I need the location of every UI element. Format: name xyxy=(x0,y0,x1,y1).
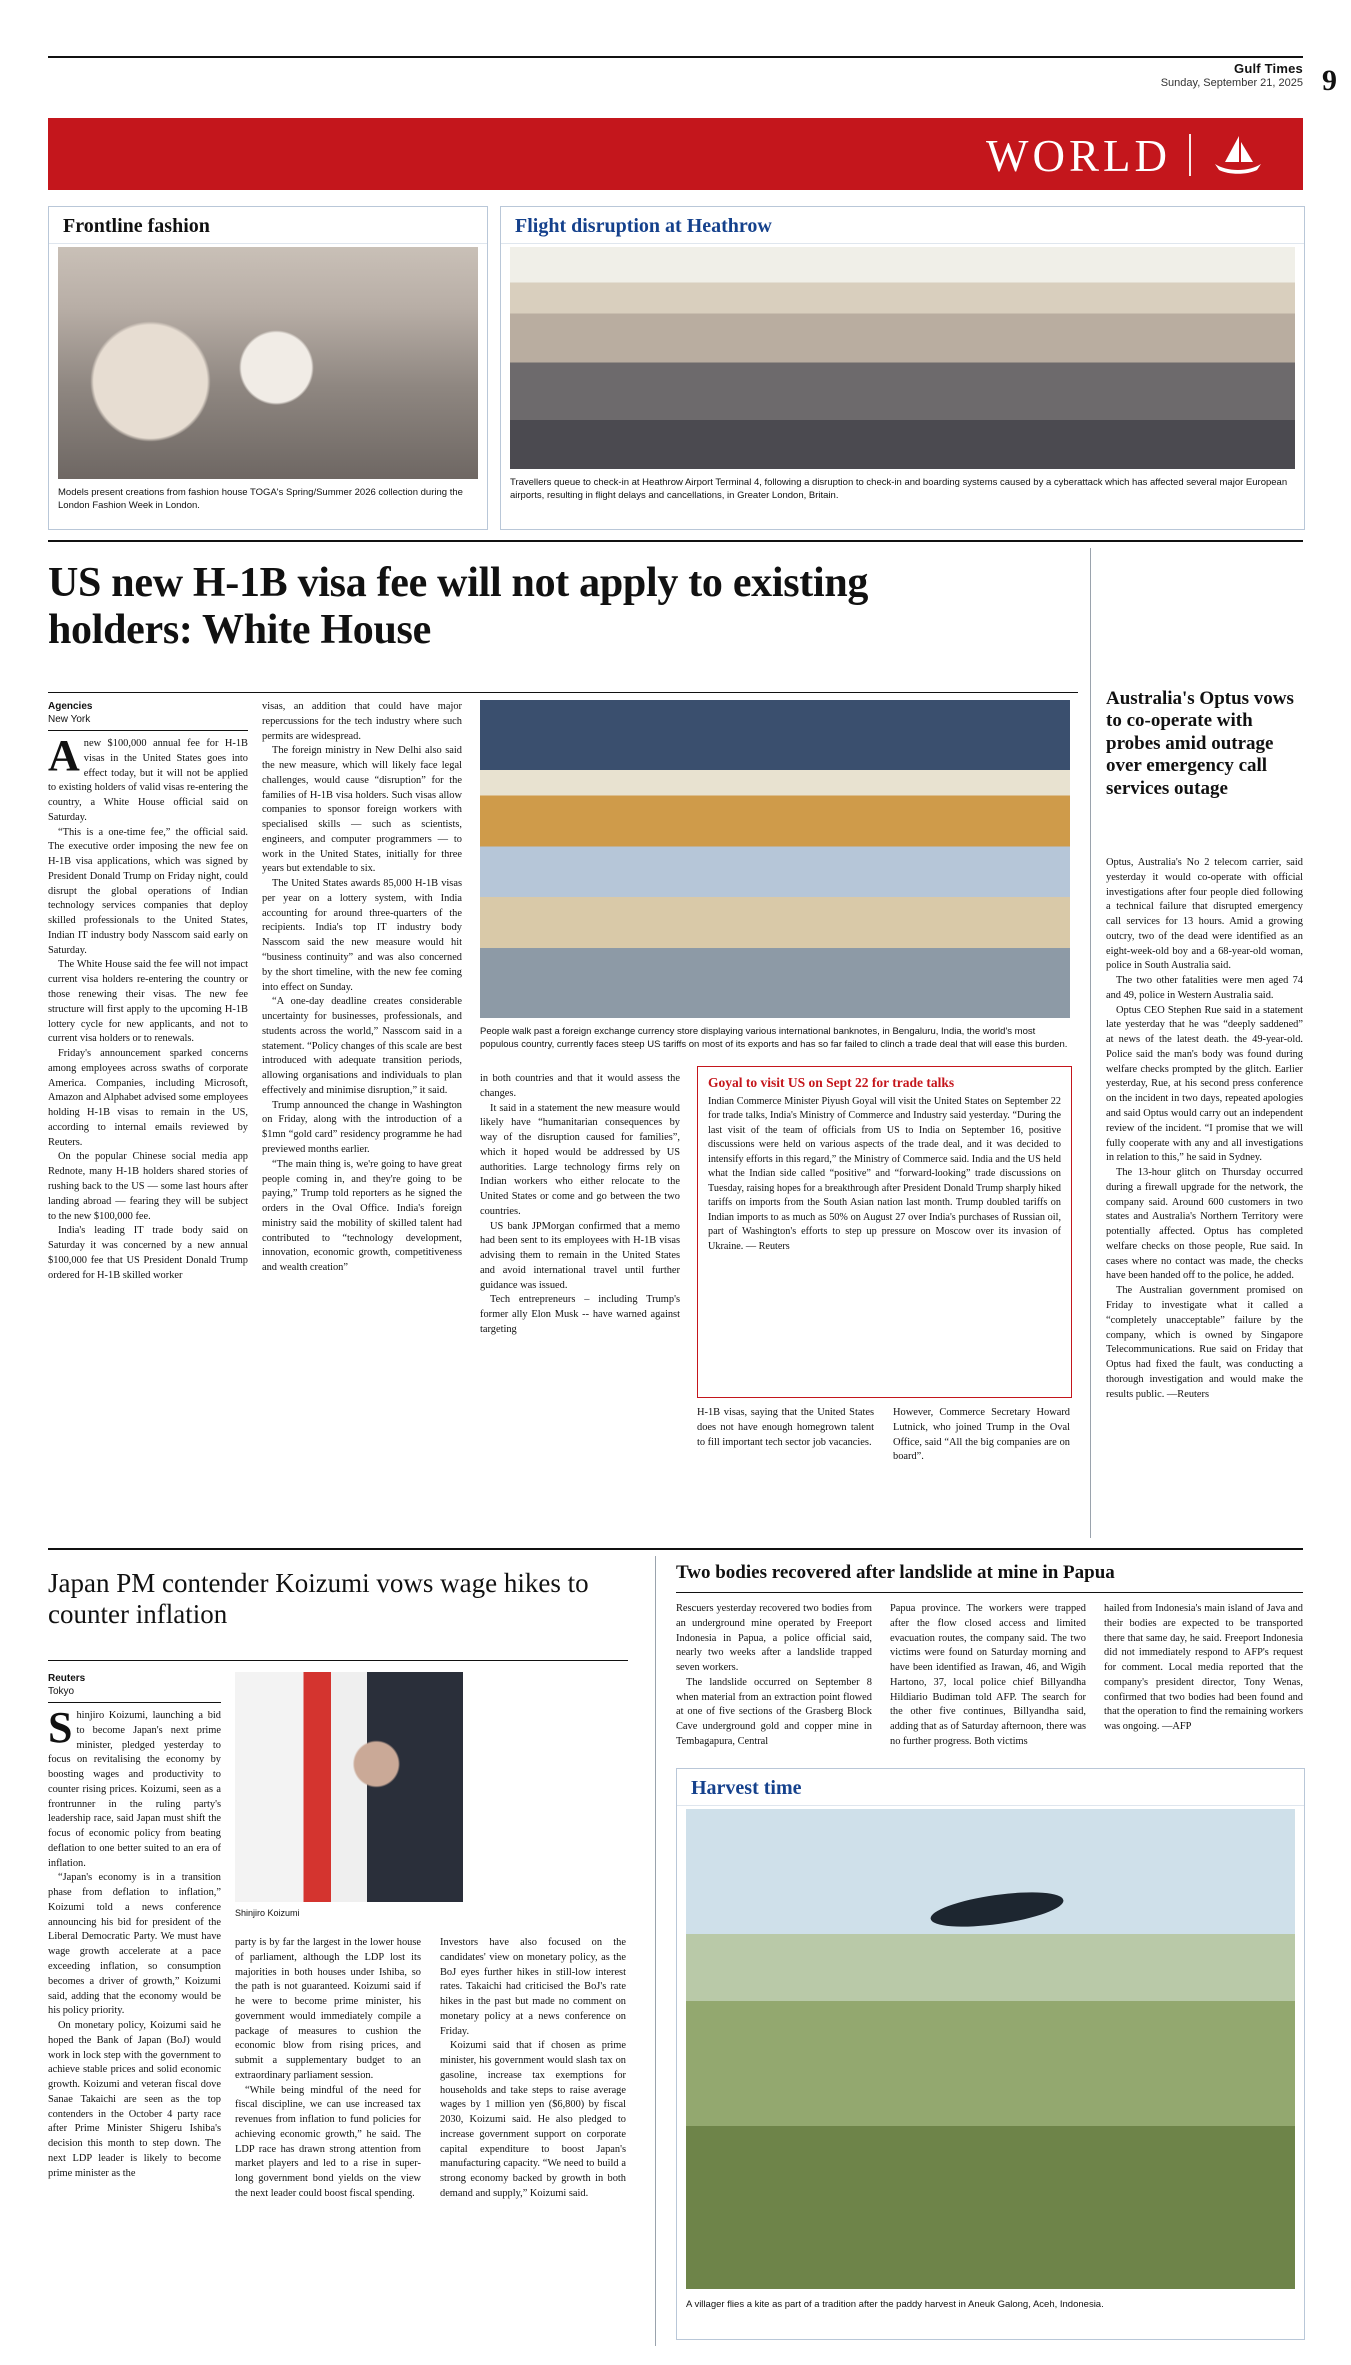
photo-box-title: Flight disruption at Heathrow xyxy=(515,215,772,237)
page-number: 9 xyxy=(1322,64,1337,97)
photo-caption: A villager flies a kite as part of a tradition after the paddy harvest in Aneuk Galong, Aceh, Indonesia. xyxy=(686,2299,1104,2310)
paragraph: The United States awards 85,000 H-1B visas per year on a lottery system, with India accounting for around three-quarters of the recipients. India's top IT industry body Nasscom said the new measure would hit “business continuity” and was also concerned by the short timeline, with the new fee coming into effect on Sunday. xyxy=(262,878,462,993)
paragraph: in both countries and that it would assess the changes. xyxy=(480,1073,680,1099)
lead-photo-caption: People walk past a foreign exchange currency store displaying various international banknotes, in Bengaluru, India, the world's most populous country, currently faces steep US tariffs on most of its exports and has so far failed to clinch a trade deal that will ease this burden. xyxy=(480,1026,1068,1050)
harvest-photo-box xyxy=(676,1768,1305,2340)
byline-city: Tokyo xyxy=(48,1686,75,1697)
dhow-logo-icon xyxy=(1205,132,1269,176)
paragraph xyxy=(48,731,248,826)
goyal-sidebar-box xyxy=(697,1066,1072,1398)
lead-bottom-column-2 xyxy=(893,1406,1070,1465)
paragraph: On the popular Chinese social media app Rednote, many H-1B holders shared stories of rushing back to the US — some last hours after landing abroad — fearing they will be subject to the new $100,000 fee. xyxy=(48,1151,248,1222)
paper-name: Gulf Times xyxy=(1234,61,1303,76)
lead-column-2 xyxy=(262,700,462,1276)
papua-column-2 xyxy=(890,1602,1086,1750)
byline-agency: Agencies xyxy=(48,701,93,712)
paragraph: Optus CEO Stephen Rue said in a statement late yesterday that he was “deeply saddened” at news of the latest death. the 49-year-old. Police said the man's body was found during welfare checks prompted by the glitch. Earlier yesterday, Rue, at his second press conference on the incident in two days, repeated apologies and said Optus would carry out an independent review of the incident. “I promise that we will fully cooperate with any and all investigations in relation to this,” he said in Sydney. xyxy=(1106,1004,1303,1164)
top-photo-box-heathrow xyxy=(500,206,1305,530)
drop-cap: A xyxy=(48,731,80,780)
column-divider xyxy=(1090,548,1091,1538)
paragraph: visas, an addition that could have major repercussions for the tech industry where such permits are widespread. xyxy=(262,701,462,742)
headline-rule xyxy=(48,1660,628,1661)
paragraph: On monetary policy, Koizumi said he hoped the Bank of Japan (BoJ) would work in lock step with the government to achieve stable prices and solid economic growth. Koizumi and veteran fiscal dove Sanae Takaichi are seen as the top contenders in the October 4 party race after Prime Minister Shigeru Ishiba's decision this month to step down. The next LDP leader is likely to become prime minister as the xyxy=(48,2020,221,2179)
koizumi-headline: Japan PM contender Koizumi vows wage hikes to counter inflation xyxy=(48,1568,589,1630)
photo-box-title: Frontline fashion xyxy=(63,215,210,237)
paragraph: India's leading IT trade body said on Saturday it was concerned by a new annual $100,000 fee that US President Donald Trump ordered for H-1B skilled worker xyxy=(48,1225,248,1281)
paragraph: Trump announced the change in Washington on Friday, along with the introduction of a $1mn “gold card” residency programme he had previewed months earlier. xyxy=(262,1099,462,1155)
koizumi-portrait-photo xyxy=(235,1672,463,1902)
paragraph-text: hinjiro Koizumi, launching a bid to become Japan's next prime minister, pledged yesterday to focus on revitalising the economy by boosting wages and productivity to counter rising prices. Koizumi, seen as a frontrunner in the ruling party's leadership race, said Japan must shift the focus of economic policy from beating deflation to one better suited to an era of inflation. xyxy=(48,1710,221,1869)
paragraph: The 13-hour glitch on Thursday occurred during a firewall upgrade for the network, the company said. Around 600 customers in two states and Australia's Northern Territory were potentially affected. Optus has completed welfare checks on those people, Rue said. In cases where no contact was made, the checks have been handed off to the police, he added. xyxy=(1106,1167,1303,1282)
paragraph: “While being mindful of the need for fiscal discipline, we can use increased tax revenues from inflation to fund policies for achieving economic growth,” he said. The LDP race has drawn strong attention from market players and led to a rise in super-long government bond yields on the view the next leader could boost fiscal spending. xyxy=(235,2084,421,2200)
top-photo-box-fashion xyxy=(48,206,488,530)
paragraph: party is by far the largest in the lower house of parliament, although the LDP lost its majorities in both houses under Ishiba, so the path is not guaranteed. Koizumi said if he were to become prime minister, his government would immediately compile a package of measures to cushion the economic blow from rising prices, and submit a supplementary budget to an extraordinary parliament session. xyxy=(235,1937,421,2081)
photo-box-header xyxy=(49,207,487,244)
byline xyxy=(48,700,248,726)
issue-date: Sunday, September 21, 2025 xyxy=(1160,76,1303,89)
byline xyxy=(48,1672,221,1698)
paragraph: The White House said the fee will not impact current visa holders re-entering the country or those renewing their visas. The new fee structure will first apply to the upcoming H-1B lottery cycle for new applicants, and not to current visa holders or to renewals. xyxy=(48,959,248,1045)
paragraph: However, Commerce Secretary Howard Lutnick, who joined Trump in the Oval Office, said “All the big companies are on board”. xyxy=(893,1407,1070,1463)
paragraph: The landslide occurred on September 8 when material from an extraction point flowed at one of five sections of the Grasberg Block Cave underground gold and copper mine in Tembagapura, Central xyxy=(676,1676,872,1747)
papua-column-1 xyxy=(676,1602,872,1750)
lead-headline: US new H-1B visa fee will not apply to existing holders: White House xyxy=(48,560,869,654)
paragraph: Friday's announcement sparked concerns among employees across swaths of corporate America. Companies, including Microsoft, Amazon and Alphabet advised some employees holding H-1B visas to remain in the US, according to internal emails reviewed by Reuters. xyxy=(48,1048,248,1148)
paragraph: H-1B visas, saying that the United States does not have enough homegrown talent to fill important tech sector job vacancies. xyxy=(697,1407,874,1448)
paragraph: Papua province. The workers were trapped after the flow closed access and limited evacuation routes, the company said. The two victims were found on Saturday morning and have been identified as Irawan, 46, and Wigih Hartono, 37, local police chief Billyandha Hildiario Budiman told AFP. The search for the other five continues, Billyandha said, adding that as of Saturday afternoon, there was no further progress. Both victims xyxy=(890,1603,1086,1747)
paragraph: “A one-day deadline creates considerable uncertainty for businesses, professionals, and students across the world,” Nasscom said in a statement. “Policy changes of this scale are best introduced with adequate transition periods, allowing organisations and individuals to plan effectively and minimise disruption,” it said. xyxy=(262,996,462,1096)
paragraph: The foreign ministry in New Delhi also said the new measure, which will likely face legal challenges, would cause “disruption” for the families of H-1B visa holders. Such visas allow companies to sponsor foreign workers with specialised skills — such as scientists, engineers, and computer programmers — to work in the United States, initially for three years but extendable to six. xyxy=(262,745,462,875)
headline-rule xyxy=(48,692,1078,693)
byline-rule xyxy=(48,730,248,731)
paragraph: The two other fatalities were men aged 74 and 49, police in Western Australia said. xyxy=(1106,975,1303,1001)
photo-caption: Travellers queue to check-in at Heathrow Airport Terminal 4, following a disruption to check-in and boarding systems caused by a cyberattack which has affected several major European airports, resulting in flight delays and cancellations, in Greater London, Britain. xyxy=(510,477,1288,501)
paragraph: “The main thing is, we're going to have great people coming in, and they're going to be paying,” Trump told reporters as he signed the orders in the Oval Office. India's foreign ministry said the mobility of skilled talent had contributed to “technology development, innovation, economic growth, competitiveness and wealth creation” xyxy=(262,1158,462,1274)
paragraph: Koizumi said that if chosen as prime minister, his government would slash tax on gasoline, increase tax exemptions for households and take steps to raise average wages by 1 million yen ($6,800) by fiscal 2030, Koizumi said. He also pledged to increase government support on corporate capital expenditure to boost Japan's manufacturing capacity. “We need to build a strong economy backed by growth in both demand and supply,” Koizumi said. xyxy=(440,2040,626,2200)
paragraph: Rescuers yesterday recovered two bodies from an underground mine operated by Freeport Indonesia in Papua, a police official said, nearly two weeks after a landslide trapped seven workers. xyxy=(676,1603,872,1674)
headline-rule xyxy=(676,1592,1303,1593)
sidebar-text: Indian Commerce Minister Piyush Goyal will visit the United States on September 22 for trade talks, India's Ministry of Commerce and Industry said yesterday. “During the last visit of the team of officials from US to India on September 16, positive discussions were held on various aspects of the trade deal, and it was decided to intensify efforts in this regard,” the Ministry of Commerce said. India and the US held what the Indian side called “positive” and “forward-looking” trade discussions on Tuesday, raising hopes for a breakthrough after President Donald Trump sharply hiked tariffs on imports from the South Asian nation last month. Trump doubled tariffs on Indian imports to as much as 50% on August 27 over India's purchases of Russian oil, part of Washington's efforts to step up pressure on Moscow over its invasion of Ukraine. — Reuters xyxy=(708,1096,1061,1252)
photo-box-title: Harvest time xyxy=(691,1777,802,1799)
papua-column-3 xyxy=(1104,1602,1303,1735)
paragraph: Tech entrepreneurs – including Trump's former ally Elon Musk -- have warned against targeting xyxy=(480,1294,680,1336)
kite-flyer-photo xyxy=(686,1809,1295,2289)
paragraph: hailed from Indonesia's main island of Java and their bodies are expected to be transported there that same day, he said. Freeport Indonesia did not immediately respond to AFP's request for comment. Local media reported that the company's president director, Tony Wenas, confirmed that two bodies had been found and that the operation to find the remaining workers was ongoing. —AFP xyxy=(1104,1603,1303,1733)
byline-agency: Reuters xyxy=(48,1673,86,1684)
banner-divider xyxy=(1189,134,1191,176)
papua-headline: Two bodies recovered after landslide at mine in Papua xyxy=(676,1562,1115,1583)
fashion-runway-photo xyxy=(58,247,478,479)
paragraph: “Japan's economy is in a transition phase from deflation to inflation,” Koizumi told a news conference announcing his bid for president of the Liberal Democratic Party. We must have wage growth accelerate at a pace exceeding inflation, so consumption becomes a driver of growth,” Koizumi said, adding that the economy would be his policy priority. xyxy=(48,1872,221,2017)
paragraph: “This is a one-time fee,” the official said. The executive order imposing the new fee on H-1B visa applications, which was signed by President Donald Trump on Friday night, could disrupt the global operations of Indian technology services companies that deploy skilled professionals to the United States, Indian IT industry body Nasscom said early on Saturday. xyxy=(48,826,248,956)
paragraph: It said in a statement the new measure would likely have “humanitarian consequences by way of the disruption caused for families”, which it hoped would be addressed by US authorities. Large technology firms rely on Indian workers who either relocate to the United States or come and go between the two countries. xyxy=(480,1102,680,1217)
photo-caption: Models present creations from fashion house TOGA's Spring/Summer 2026 collection during the London Fashion Week in London. xyxy=(58,487,463,511)
horizontal-rule xyxy=(48,1548,1303,1550)
byline-city: New York xyxy=(48,714,91,725)
koizumi-column-1 xyxy=(48,1672,221,2182)
optus-headline: Australia's Optus vows to co-operate with probes amid outrage over emergency call services outage xyxy=(1106,688,1294,799)
section-title: WORLD xyxy=(986,131,1171,181)
paragraph-text: new $100,000 annual fee for H-1B visas in the United States goes into effect today, but it will not be applied to existing holders of valid visas re-entering the country, a White House official said on Saturday. xyxy=(48,738,248,823)
masthead-rule xyxy=(48,56,1303,58)
column-divider xyxy=(655,1556,656,2346)
photo-box-header xyxy=(501,207,1304,244)
section-banner xyxy=(48,118,1303,190)
paragraph: US bank JPMorgan confirmed that a memo had been sent to its employees with H-1B visas advising them to remain in the United States and avoid international travel until further guidance was issued. xyxy=(480,1220,680,1291)
sidebar-title: Goyal to visit US on Sept 22 for trade talks xyxy=(708,1075,955,1090)
currency-exchange-photo xyxy=(480,700,1070,1018)
photo-box-header xyxy=(677,1769,1304,1806)
optus-column xyxy=(1106,856,1303,1402)
drop-cap: S xyxy=(48,1703,73,1752)
paragraph: Optus, Australia's No 2 telecom carrier, said yesterday it would co-operate with official investigations after four people died following a technical failure that disrupted emergency call services for 13 hours. Amid a growing outcry, two of the dead were identified as an eight-week-old boy and a 68-year-old woman, police in South Australia said. xyxy=(1106,857,1303,972)
masthead xyxy=(48,56,1337,104)
lead-bottom-column-1 xyxy=(697,1406,874,1450)
lead-column-1 xyxy=(48,700,248,1283)
paragraph xyxy=(48,1703,221,1871)
paragraph: The Australian government promised on Friday to investigate what it called a “completely unacceptable” failure by the company, which is owned by Singapore Telecommunications. Rue said on Friday that Optus had fixed the fault, was conducting a thorough investigation and would make the results public. —Reuters xyxy=(1106,1285,1303,1400)
koizumi-column-2 xyxy=(235,1936,421,2202)
masthead-info xyxy=(1160,61,1337,97)
heathrow-queue-photo xyxy=(510,247,1295,469)
paragraph: Investors have also focused on the candidates' view on monetary policy, as the BoJ eyes further hikes in still-low interest rates. Takaichi had criticised the BoJ's rate hikes in the past but made no comment on monetary policy at a news conference on Friday. xyxy=(440,1937,626,2037)
byline-rule xyxy=(48,1702,221,1703)
lead-column-3 xyxy=(480,1072,680,1338)
koizumi-column-3 xyxy=(440,1936,626,2202)
koizumi-photo-caption: Shinjiro Koizumi xyxy=(235,1908,300,1918)
horizontal-rule xyxy=(48,540,1303,542)
